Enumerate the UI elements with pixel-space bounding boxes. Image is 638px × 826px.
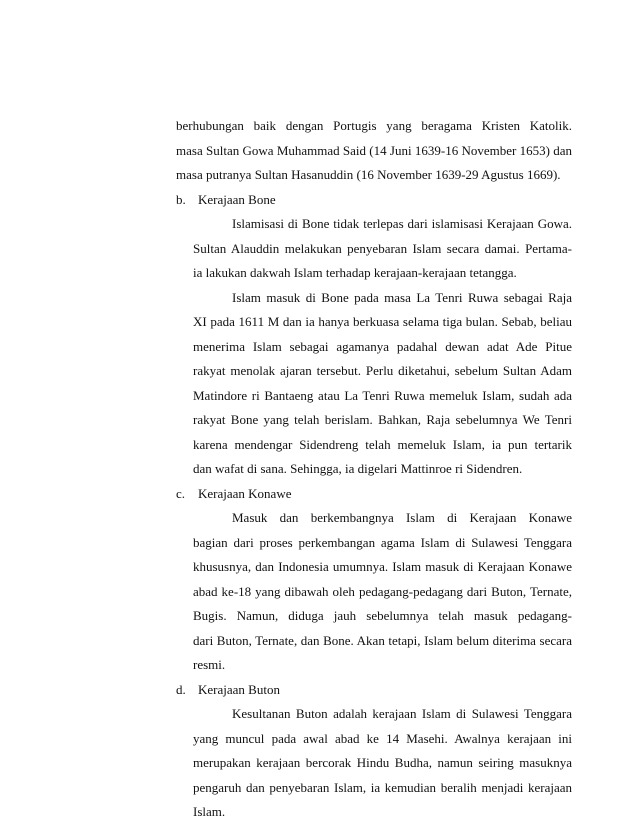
section-title: Kerajaan Konawe <box>198 486 292 501</box>
paragraph-line: XI pada 1611 M dan ia hanya berkuasa selama tiga bulan. Sebab, beliau <box>193 314 572 329</box>
paragraph-line: menerima Islam sebagai agamanya padahal dewan adat Ade Pitue <box>193 339 572 354</box>
section-title: Kerajaan Bone <box>198 192 276 207</box>
paragraph-line: abad ke-18 yang dibawah oleh pedagang-pedagang dari Buton, Ternate, <box>193 584 572 599</box>
paragraph-line: dari Buton, Ternate, dan Bone. Akan tetapi, Islam belum diterima secara <box>193 633 572 648</box>
intro-line-1: berhubungan baik dengan Portugis yang beragama Kristen Katolik. <box>176 118 572 133</box>
section-marker: d. <box>176 682 186 697</box>
paragraph-line: Islam. <box>193 804 226 819</box>
paragraph-line: resmi. <box>193 657 226 672</box>
intro-line-2: masa Sultan Gowa Muhammad Said (14 Juni 1639-16 November 1653) dan <box>176 143 572 158</box>
paragraph-line: bagian dari proses perkembangan agama Islam di Sulawesi Tenggara <box>193 535 572 550</box>
paragraph-line: karena mendengar Sidendreng telah memeluk Islam, ia pun tertarik <box>193 437 572 452</box>
paragraph-line: rakyat Bone yang telah berislam. Bahkan, Raja sebelumnya We Tenri <box>193 412 572 427</box>
paragraph-line: rakyat menolak ajaran tersebut. Perlu diketahui, sebelum Sultan Adam <box>193 363 572 378</box>
paragraph-line: Matindore ri Bantaeng atau La Tenri Ruwa memeluk Islam, sudah ada <box>193 388 572 403</box>
paragraph-line: yang muncul pada awal abad ke 14 Masehi. Awalnya kerajaan ini <box>193 731 572 746</box>
paragraph-line: merupakan kerajaan bercorak Hindu Budha, namun seiring masuknya <box>193 755 572 770</box>
section-marker: c. <box>176 486 186 501</box>
paragraph-line: pengaruh dan penyebaran Islam, ia kemudian beralih menjadi kerajaan <box>193 780 572 795</box>
section-heading-bone <box>176 192 276 208</box>
section-title: Kerajaan Buton <box>198 682 280 697</box>
section-heading-konawe <box>176 486 291 502</box>
paragraph-line: dan wafat di sana. Sehingga, ia digelari Mattinroe ri Sidendren. <box>193 461 523 476</box>
paragraph-line: khususnya, dan Indonesia umumnya. Islam masuk di Kerajaan Konawe <box>193 559 572 574</box>
paragraph-line: Islam masuk di Bone pada masa La Tenri Ruwa sebagai Raja <box>232 290 572 305</box>
intro-line-3: masa putranya Sultan Hasanuddin (16 November 1639-29 Agustus 1669). <box>176 167 561 182</box>
paragraph-line: Sultan Alauddin melakukan penyebaran Islam secara damai. Pertama- <box>193 241 572 256</box>
paragraph-line: Bugis. Namun, diduga jauh sebelumnya telah masuk pedagang- <box>193 608 572 623</box>
paragraph-line: Islamisasi di Bone tidak terlepas dari islamisasi Kerajaan Gowa. <box>232 216 572 231</box>
paragraph-line: Masuk dan berkembangnya Islam di Kerajaan Konawe <box>232 510 572 525</box>
paragraph-line: ia lakukan dakwah Islam terhadap kerajaan-kerajaan tetangga. <box>193 265 517 280</box>
section-heading-buton <box>176 682 280 698</box>
paragraph-line: Kesultanan Buton adalah kerajaan Islam di Sulawesi Tenggara <box>232 706 572 721</box>
section-marker: b. <box>176 192 186 207</box>
